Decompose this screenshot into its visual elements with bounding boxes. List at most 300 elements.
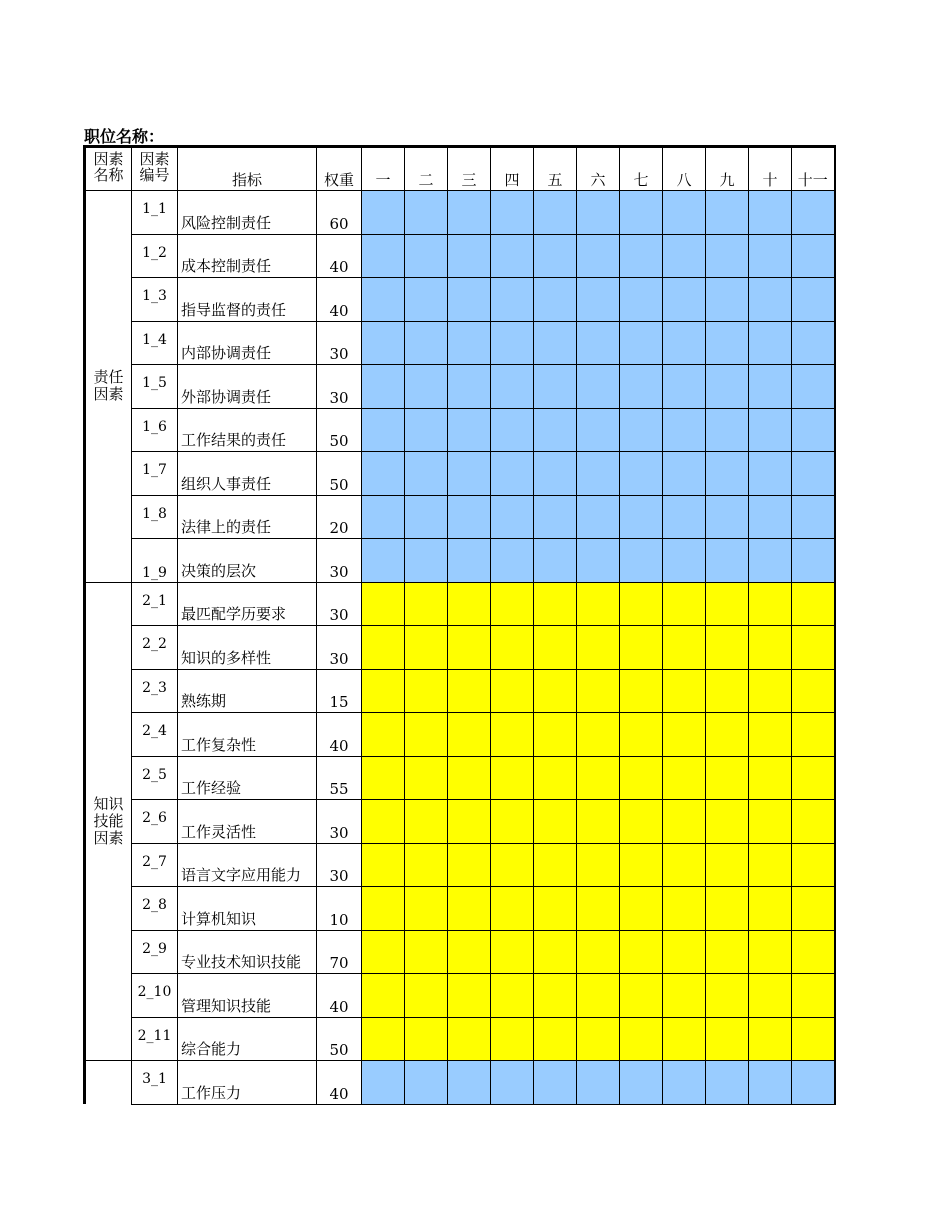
header-col-2: 二 [405, 147, 448, 191]
score-input-cell[interactable] [749, 887, 792, 931]
weight-cell: 40 [317, 1061, 362, 1105]
score-input-cell[interactable] [663, 582, 706, 626]
score-input-cell[interactable] [577, 756, 620, 800]
score-input-cell[interactable] [663, 843, 706, 887]
indicator-cell: 指导监督的责任 [178, 278, 317, 322]
factor-code-cell: 1_6 [132, 408, 178, 452]
weight-cell: 30 [317, 626, 362, 670]
score-input-cell[interactable] [792, 974, 835, 1018]
table-row [85, 365, 835, 409]
score-input-cell[interactable] [706, 582, 749, 626]
score-input-cell[interactable] [491, 321, 534, 365]
score-input-cell[interactable] [577, 234, 620, 278]
score-input-cell[interactable] [749, 452, 792, 496]
score-input-cell[interactable] [706, 626, 749, 670]
score-input-cell[interactable] [448, 539, 491, 583]
score-input-cell[interactable] [577, 713, 620, 757]
score-input-cell[interactable] [706, 930, 749, 974]
score-input-cell[interactable] [491, 1061, 534, 1105]
weight-cell: 30 [317, 365, 362, 409]
score-input-cell[interactable] [448, 191, 491, 235]
score-input-cell[interactable] [663, 321, 706, 365]
weight-cell: 30 [317, 843, 362, 887]
score-input-cell[interactable] [448, 626, 491, 670]
score-input-cell[interactable] [706, 365, 749, 409]
factor-code-cell: 2_7 [132, 843, 178, 887]
score-input-cell[interactable] [577, 365, 620, 409]
score-input-cell[interactable] [749, 539, 792, 583]
score-input-cell[interactable] [577, 278, 620, 322]
score-input-cell[interactable] [491, 713, 534, 757]
indicator-cell: 计算机知识 [178, 887, 317, 931]
score-input-cell[interactable] [577, 800, 620, 844]
score-input-cell[interactable] [534, 756, 577, 800]
header-factor-name [85, 147, 132, 191]
score-input-cell[interactable] [362, 669, 405, 713]
score-input-cell[interactable] [405, 495, 448, 539]
score-input-cell[interactable] [405, 974, 448, 1018]
score-input-cell[interactable] [792, 495, 835, 539]
score-input-cell[interactable] [362, 452, 405, 496]
score-input-cell[interactable] [792, 843, 835, 887]
score-input-cell[interactable] [491, 843, 534, 887]
score-input-cell[interactable] [491, 495, 534, 539]
score-input-cell[interactable] [620, 930, 663, 974]
factor-code-cell: 1_7 [132, 452, 178, 496]
score-input-cell[interactable] [577, 582, 620, 626]
score-input-cell[interactable] [663, 452, 706, 496]
score-input-cell[interactable] [620, 974, 663, 1018]
score-input-cell[interactable] [405, 669, 448, 713]
weight-cell: 70 [317, 930, 362, 974]
factor-code-cell: 1_8 [132, 495, 178, 539]
score-input-cell[interactable] [792, 321, 835, 365]
score-input-cell[interactable] [749, 669, 792, 713]
score-input-cell[interactable] [534, 234, 577, 278]
score-input-cell[interactable] [577, 452, 620, 496]
score-input-cell[interactable] [405, 1061, 448, 1105]
score-input-cell[interactable] [749, 1017, 792, 1061]
score-input-cell[interactable] [663, 278, 706, 322]
score-input-cell[interactable] [577, 1061, 620, 1105]
score-input-cell[interactable] [577, 539, 620, 583]
header-col-11: 十一 [792, 147, 835, 191]
factor-code-cell: 1_5 [132, 365, 178, 409]
factor-code-cell: 3_1 [132, 1061, 178, 1105]
score-input-cell[interactable] [405, 800, 448, 844]
score-input-cell[interactable] [577, 408, 620, 452]
score-input-cell[interactable] [362, 539, 405, 583]
score-input-cell[interactable] [534, 930, 577, 974]
score-input-cell[interactable] [663, 887, 706, 931]
score-input-cell[interactable] [448, 1061, 491, 1105]
score-input-cell[interactable] [448, 887, 491, 931]
score-input-cell[interactable] [620, 669, 663, 713]
score-input-cell[interactable] [577, 495, 620, 539]
score-input-cell[interactable] [405, 713, 448, 757]
score-input-cell[interactable] [706, 974, 749, 1018]
table-row [85, 626, 835, 670]
score-input-cell[interactable] [749, 713, 792, 757]
score-input-cell[interactable] [448, 321, 491, 365]
score-input-cell[interactable] [362, 887, 405, 931]
score-input-cell[interactable] [534, 843, 577, 887]
factor-code-cell: 1_9 [132, 539, 178, 583]
factor-code-cell: 1_2 [132, 234, 178, 278]
score-input-cell[interactable] [405, 365, 448, 409]
score-input-cell[interactable] [491, 278, 534, 322]
score-input-cell[interactable] [792, 582, 835, 626]
score-input-cell[interactable] [491, 191, 534, 235]
score-input-cell[interactable] [577, 626, 620, 670]
factor-group-name [85, 191, 132, 583]
score-input-cell[interactable] [663, 974, 706, 1018]
factor-code-cell: 2_11 [132, 1017, 178, 1061]
factor-code-cell: 2_1 [132, 582, 178, 626]
score-input-cell[interactable] [749, 408, 792, 452]
score-input-cell[interactable] [491, 365, 534, 409]
indicator-cell: 成本控制责任 [178, 234, 317, 278]
factor-group-name-line: 技能 [93, 811, 124, 830]
score-input-cell[interactable] [405, 539, 448, 583]
score-input-cell[interactable] [620, 713, 663, 757]
indicator-cell: 工作结果的责任 [178, 408, 317, 452]
score-input-cell[interactable] [792, 234, 835, 278]
factor-code-cell: 2_3 [132, 669, 178, 713]
score-input-cell[interactable] [448, 974, 491, 1018]
score-input-cell[interactable] [362, 495, 405, 539]
table-row [85, 843, 835, 887]
score-input-cell[interactable] [663, 1061, 706, 1105]
table-row [85, 191, 835, 235]
score-input-cell[interactable] [448, 495, 491, 539]
score-input-cell[interactable] [362, 843, 405, 887]
score-input-cell[interactable] [749, 365, 792, 409]
score-input-cell[interactable] [448, 1017, 491, 1061]
score-input-cell[interactable] [491, 800, 534, 844]
score-input-cell[interactable] [706, 1017, 749, 1061]
score-input-cell[interactable] [534, 626, 577, 670]
score-input-cell[interactable] [792, 191, 835, 235]
score-input-cell[interactable] [405, 234, 448, 278]
weight-cell: 40 [317, 974, 362, 1018]
score-input-cell[interactable] [620, 756, 663, 800]
factor-code-cell: 2_9 [132, 930, 178, 974]
score-input-cell[interactable] [362, 321, 405, 365]
factor-group-name-line: 知识 [93, 794, 124, 813]
score-input-cell[interactable] [792, 713, 835, 757]
score-input-cell[interactable] [663, 756, 706, 800]
score-input-cell[interactable] [663, 669, 706, 713]
score-input-cell[interactable] [491, 582, 534, 626]
score-input-cell[interactable] [491, 626, 534, 670]
weight-cell: 50 [317, 452, 362, 496]
score-input-cell[interactable] [663, 800, 706, 844]
score-input-cell[interactable] [620, 495, 663, 539]
table-row [85, 408, 835, 452]
score-input-cell[interactable] [620, 452, 663, 496]
score-input-cell[interactable] [534, 408, 577, 452]
score-input-cell[interactable] [792, 800, 835, 844]
score-input-cell[interactable] [749, 626, 792, 670]
score-input-cell[interactable] [405, 408, 448, 452]
score-input-cell[interactable] [577, 1017, 620, 1061]
score-input-cell[interactable] [534, 321, 577, 365]
score-input-cell[interactable] [448, 930, 491, 974]
score-input-cell[interactable] [749, 278, 792, 322]
score-input-cell[interactable] [362, 713, 405, 757]
score-input-cell[interactable] [362, 1017, 405, 1061]
score-input-cell[interactable] [534, 452, 577, 496]
score-input-cell[interactable] [491, 930, 534, 974]
score-input-cell[interactable] [620, 408, 663, 452]
score-input-cell[interactable] [448, 756, 491, 800]
score-input-cell[interactable] [534, 1017, 577, 1061]
weight-cell: 30 [317, 800, 362, 844]
score-input-cell[interactable] [706, 495, 749, 539]
table-row [85, 800, 835, 844]
weight-cell: 40 [317, 234, 362, 278]
score-input-cell[interactable] [448, 452, 491, 496]
score-input-cell[interactable] [749, 843, 792, 887]
score-input-cell[interactable] [620, 887, 663, 931]
score-input-cell[interactable] [491, 887, 534, 931]
score-input-cell[interactable] [448, 234, 491, 278]
factor-group-name-line: 因素 [93, 385, 124, 404]
score-input-cell[interactable] [792, 756, 835, 800]
score-input-cell[interactable] [577, 930, 620, 974]
weight-cell: 50 [317, 1017, 362, 1061]
score-input-cell[interactable] [706, 452, 749, 496]
score-input-cell[interactable] [663, 408, 706, 452]
score-input-cell[interactable] [792, 1017, 835, 1061]
score-input-cell[interactable] [362, 1061, 405, 1105]
score-input-cell[interactable] [706, 539, 749, 583]
header-indicator: 指标 [178, 147, 317, 191]
factor-code-cell: 2_10 [132, 974, 178, 1018]
score-input-cell[interactable] [534, 887, 577, 931]
score-input-cell[interactable] [706, 1061, 749, 1105]
score-input-cell[interactable] [663, 191, 706, 235]
score-input-cell[interactable] [663, 234, 706, 278]
score-input-cell[interactable] [749, 234, 792, 278]
indicator-cell: 组织人事责任 [178, 452, 317, 496]
score-input-cell[interactable] [749, 800, 792, 844]
table-row [85, 756, 835, 800]
score-input-cell[interactable] [405, 843, 448, 887]
score-input-cell[interactable] [534, 191, 577, 235]
score-input-cell[interactable] [706, 800, 749, 844]
score-input-cell[interactable] [577, 887, 620, 931]
factor-code-cell: 1_1 [132, 191, 178, 235]
indicator-cell: 法律上的责任 [178, 495, 317, 539]
score-input-cell[interactable] [706, 278, 749, 322]
indicator-cell: 工作灵活性 [178, 800, 317, 844]
score-input-cell[interactable] [792, 539, 835, 583]
score-input-cell[interactable] [620, 234, 663, 278]
indicator-cell: 知识的多样性 [178, 626, 317, 670]
score-input-cell[interactable] [362, 930, 405, 974]
score-input-cell[interactable] [663, 495, 706, 539]
score-input-cell[interactable] [405, 278, 448, 322]
score-input-cell[interactable] [706, 321, 749, 365]
indicator-cell: 管理知识技能 [178, 974, 317, 1018]
weight-cell: 30 [317, 582, 362, 626]
score-input-cell[interactable] [749, 930, 792, 974]
score-input-cell[interactable] [792, 1061, 835, 1105]
score-input-cell[interactable] [620, 191, 663, 235]
score-input-cell[interactable] [663, 539, 706, 583]
score-input-cell[interactable] [362, 974, 405, 1018]
factor-group-name-line: 因素 [93, 828, 124, 847]
score-input-cell[interactable] [534, 539, 577, 583]
score-input-cell[interactable] [448, 278, 491, 322]
score-input-cell[interactable] [792, 365, 835, 409]
score-input-cell[interactable] [706, 843, 749, 887]
factor-group-name [85, 582, 132, 1061]
score-input-cell[interactable] [405, 452, 448, 496]
score-input-cell[interactable] [577, 191, 620, 235]
score-input-cell[interactable] [577, 669, 620, 713]
indicator-cell: 综合能力 [178, 1017, 317, 1061]
score-input-cell[interactable] [448, 408, 491, 452]
score-input-cell[interactable] [749, 321, 792, 365]
score-input-cell[interactable] [362, 626, 405, 670]
score-input-cell[interactable] [362, 191, 405, 235]
score-input-cell[interactable] [362, 278, 405, 322]
score-input-cell[interactable] [792, 887, 835, 931]
score-input-cell[interactable] [706, 669, 749, 713]
score-input-cell[interactable] [620, 1017, 663, 1061]
score-input-cell[interactable] [706, 887, 749, 931]
header-row [85, 147, 835, 191]
score-input-cell[interactable] [620, 321, 663, 365]
score-input-cell[interactable] [448, 582, 491, 626]
score-input-cell[interactable] [405, 626, 448, 670]
weight-cell: 15 [317, 669, 362, 713]
header-col-10: 十 [749, 147, 792, 191]
score-input-cell[interactable] [362, 234, 405, 278]
score-input-cell[interactable] [362, 800, 405, 844]
score-input-cell[interactable] [405, 191, 448, 235]
score-input-cell[interactable] [534, 582, 577, 626]
score-input-cell[interactable] [620, 1061, 663, 1105]
score-input-cell[interactable] [620, 278, 663, 322]
score-input-cell[interactable] [663, 626, 706, 670]
score-input-cell[interactable] [620, 626, 663, 670]
score-input-cell[interactable] [749, 974, 792, 1018]
score-input-cell[interactable] [448, 800, 491, 844]
score-input-cell[interactable] [362, 582, 405, 626]
header-factor-name-line-1: 因素 [93, 150, 124, 168]
score-input-cell[interactable] [405, 321, 448, 365]
score-input-cell[interactable] [749, 582, 792, 626]
score-input-cell[interactable] [405, 582, 448, 626]
score-input-cell[interactable] [706, 713, 749, 757]
score-input-cell[interactable] [792, 278, 835, 322]
score-input-cell[interactable] [620, 539, 663, 583]
table-row [85, 1061, 835, 1105]
score-input-cell[interactable] [491, 1017, 534, 1061]
score-input-cell[interactable] [663, 365, 706, 409]
score-input-cell[interactable] [534, 1061, 577, 1105]
score-input-cell[interactable] [663, 713, 706, 757]
score-input-cell[interactable] [534, 495, 577, 539]
score-input-cell[interactable] [706, 191, 749, 235]
score-input-cell[interactable] [620, 800, 663, 844]
table-row [85, 452, 835, 496]
score-input-cell[interactable] [362, 756, 405, 800]
score-input-cell[interactable] [749, 495, 792, 539]
score-input-cell[interactable] [749, 756, 792, 800]
score-input-cell[interactable] [491, 408, 534, 452]
evaluation-table [83, 145, 836, 1105]
score-input-cell[interactable] [491, 234, 534, 278]
score-input-cell[interactable] [534, 669, 577, 713]
score-input-cell[interactable] [792, 626, 835, 670]
score-input-cell[interactable] [491, 669, 534, 713]
score-input-cell[interactable] [448, 365, 491, 409]
table-row [85, 974, 835, 1018]
score-input-cell[interactable] [749, 1061, 792, 1105]
score-input-cell[interactable] [706, 756, 749, 800]
score-input-cell[interactable] [405, 887, 448, 931]
score-input-cell[interactable] [577, 321, 620, 365]
score-input-cell[interactable] [534, 800, 577, 844]
score-input-cell[interactable] [577, 843, 620, 887]
score-input-cell[interactable] [405, 756, 448, 800]
header-col-6: 六 [577, 147, 620, 191]
score-input-cell[interactable] [534, 365, 577, 409]
score-input-cell[interactable] [706, 408, 749, 452]
indicator-cell: 语言文字应用能力 [178, 843, 317, 887]
score-input-cell[interactable] [663, 1017, 706, 1061]
score-input-cell[interactable] [792, 452, 835, 496]
score-input-cell[interactable] [534, 974, 577, 1018]
score-input-cell[interactable] [749, 191, 792, 235]
score-input-cell[interactable] [491, 756, 534, 800]
score-input-cell[interactable] [405, 930, 448, 974]
score-input-cell[interactable] [706, 234, 749, 278]
weight-cell: 30 [317, 539, 362, 583]
factor-group-name-line: 责任 [93, 368, 124, 387]
score-input-cell[interactable] [405, 1017, 448, 1061]
score-input-cell[interactable] [792, 408, 835, 452]
score-input-cell[interactable] [491, 974, 534, 1018]
score-input-cell[interactable] [534, 713, 577, 757]
score-input-cell[interactable] [663, 930, 706, 974]
table-row [85, 669, 835, 713]
score-input-cell[interactable] [448, 713, 491, 757]
score-input-cell[interactable] [362, 408, 405, 452]
score-input-cell[interactable] [792, 930, 835, 974]
score-input-cell[interactable] [792, 669, 835, 713]
score-input-cell[interactable] [620, 582, 663, 626]
score-input-cell[interactable] [448, 843, 491, 887]
score-input-cell[interactable] [362, 365, 405, 409]
score-input-cell[interactable] [448, 669, 491, 713]
score-input-cell[interactable] [491, 452, 534, 496]
factor-code-cell: 2_5 [132, 756, 178, 800]
score-input-cell[interactable] [577, 974, 620, 1018]
score-input-cell[interactable] [620, 843, 663, 887]
score-input-cell[interactable] [491, 539, 534, 583]
score-input-cell[interactable] [534, 278, 577, 322]
weight-cell: 40 [317, 713, 362, 757]
factor-code-cell: 1_4 [132, 321, 178, 365]
score-input-cell[interactable] [620, 365, 663, 409]
factor-code-cell: 2_8 [132, 887, 178, 931]
